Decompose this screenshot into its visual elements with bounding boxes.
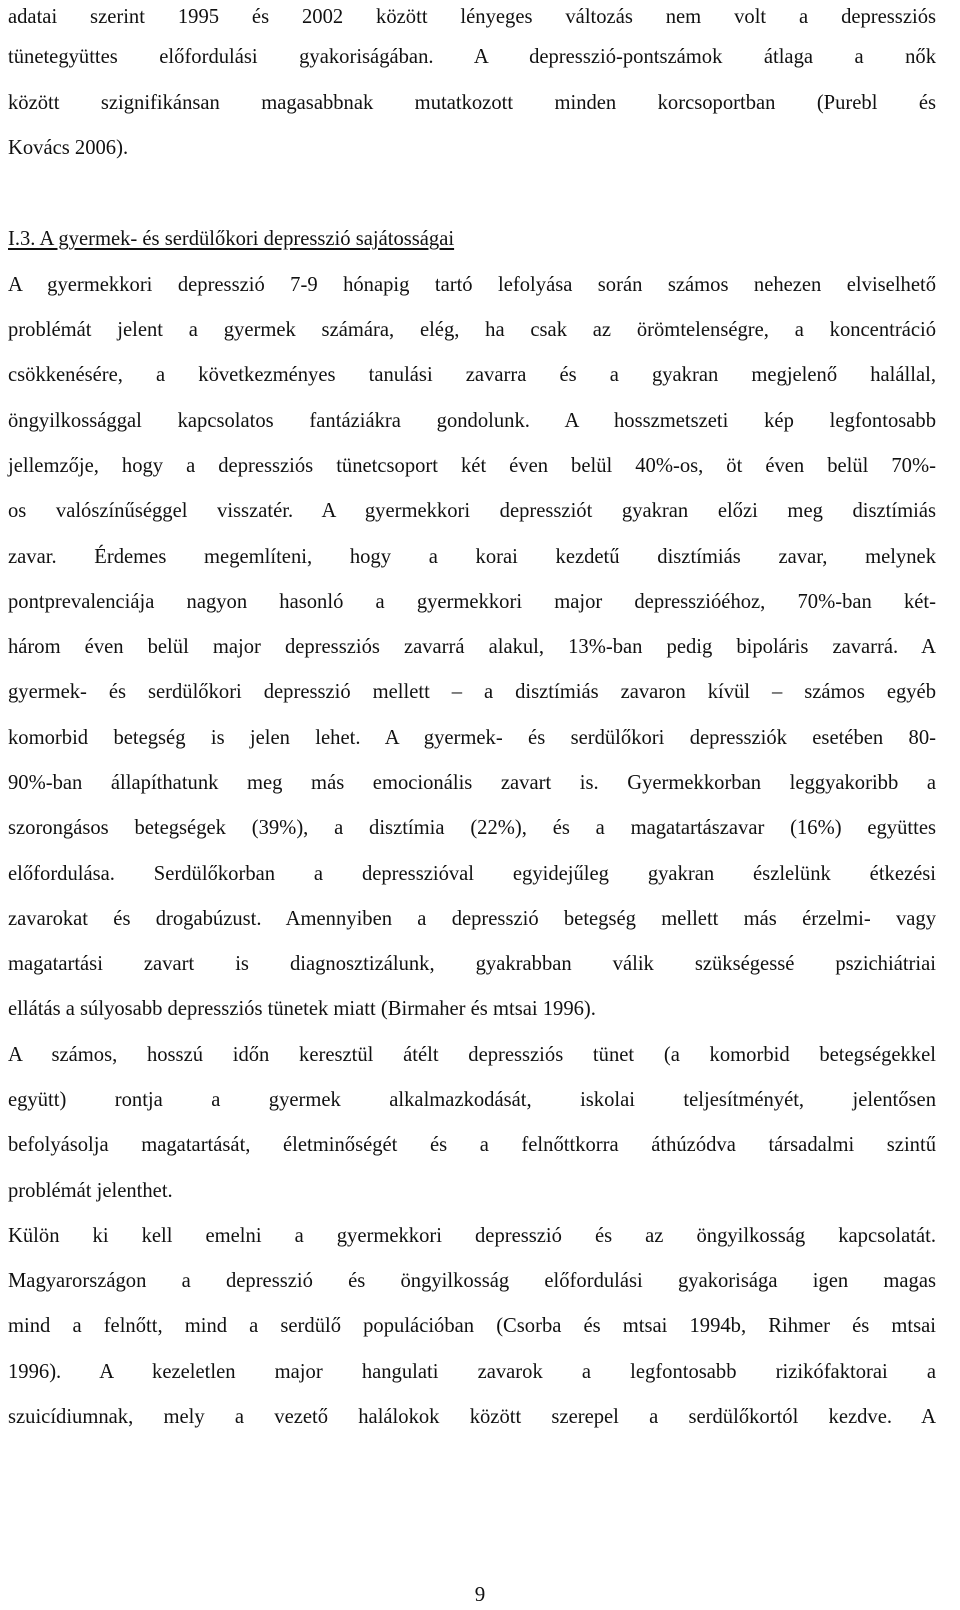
text-line: öngyilkossággal kapcsolatos fantáziákra gondolunk. A hosszmetszeti kép legfontosabb [8,410,936,432]
section-heading [8,222,936,256]
text-line: A számos, hosszú időn keresztül átélt depressziós tünet (a komorbid betegségekkel [8,1044,936,1066]
text-line: problémát jelent a gyermek számára, elég, ha csak az örömtelenségre, a koncentráció [8,319,936,341]
text-line: Külön ki kell emelni a gyermekkori depresszió és az öngyilkosság kapcsolatát. [8,1225,936,1247]
text-line: adatai szerint 1995 és 2002 között lényeges változás nem volt a depressziós [8,6,936,28]
text-line: 90%-ban állapíthatunk meg más emocionális zavart is. Gyermekkorban leggyakoribb a [8,772,936,794]
text-line: csökkenésére, a következményes tanulási zavarra és a gyakran megjelenő halállal, [8,364,936,386]
text-line: szorongásos betegségek (39%), a disztímia (22%), és a magatartászavar (16%) együttes [8,817,936,839]
text-line: A gyermekkori depresszió 7-9 hónapig tartó lefolyása során számos nehezen elviselhető [8,274,936,296]
text-line: magatartási zavart is diagnosztizálunk, gyakrabban válik szükségessé pszichiátriai [8,953,936,975]
text-line: gyermek- és serdülőkori depresszió mellett – a disztímiás zavaron kívül – számos egyéb [8,681,936,703]
text-line: problémát jelenthet. [8,1180,173,1202]
text-line: tünetegyüttes előfordulási gyakoriságában. A depresszió-pontszámok átlaga a nők [8,46,936,68]
text-line: jellemzője, hogy a depressziós tünetcsoport két éven belül 40%-os, öt éven belül 70%- [8,455,936,477]
text-line: zavar. Érdemes megemlíteni, hogy a korai kezdetű disztímiás zavar, melynek [8,546,936,568]
text-line: között szignifikánsan magasabbnak mutatkozott minden korcsoportban (Purebl és [8,92,936,114]
text-line: előfordulása. Serdülőkorban a depresszióval egyidejűleg gyakran észlelünk étkezési [8,863,936,885]
text-line: Kovács 2006). [8,137,129,159]
text-line: együtt) rontja a gyermek alkalmazkodását, iskolai teljesítményét, jelentősen [8,1089,936,1111]
text-line: mind a felnőtt, mind a serdülő populációban (Csorba és mtsai 1994b, Rihmer és mtsai [8,1315,936,1337]
text-line: os valószínűséggel visszatér. A gyermekkori depressziót gyakran előzi meg disztímiás [8,500,936,522]
text-line: zavarokat és drogabúzust. Amennyiben a depresszió betegség mellett más érzelmi- vagy [8,908,936,930]
text-line: 1996). A kezeletlen major hangulati zavarok a legfontosabb rizikófaktorai a [8,1361,936,1383]
page-number: 9 [474,1582,486,1606]
section-heading-text: I.3. A gyermek- és serdülőkori depresszió sajátosságai [8,228,455,250]
text-line: pontprevalenciája nagyon hasonló a gyermekkori major depresszióéhoz, 70%-ban két- [8,591,936,613]
text-line: ellátás a súlyosabb depressziós tünetek miatt (Birmaher és mtsai 1996). [8,998,596,1020]
text-line: komorbid betegség is jelen lehet. A gyermek- és serdülőkori depressziók esetében 80- [8,727,936,749]
text-line: befolyásolja magatartását, életminőségét és a felnőttkorra áthúzódva társadalmi szintű [8,1134,936,1156]
text-line: három éven belül major depressziós zavarrá alakul, 13%-ban pedig bipoláris zavarrá. A [8,636,936,658]
text-line: szuicídiumnak, mely a vezető halálokok között szerepel a serdülőkortól kezdve. A [8,1406,936,1428]
text-line: Magyarországon a depresszió és öngyilkosság előfordulási gyakorisága igen magas [8,1270,936,1292]
